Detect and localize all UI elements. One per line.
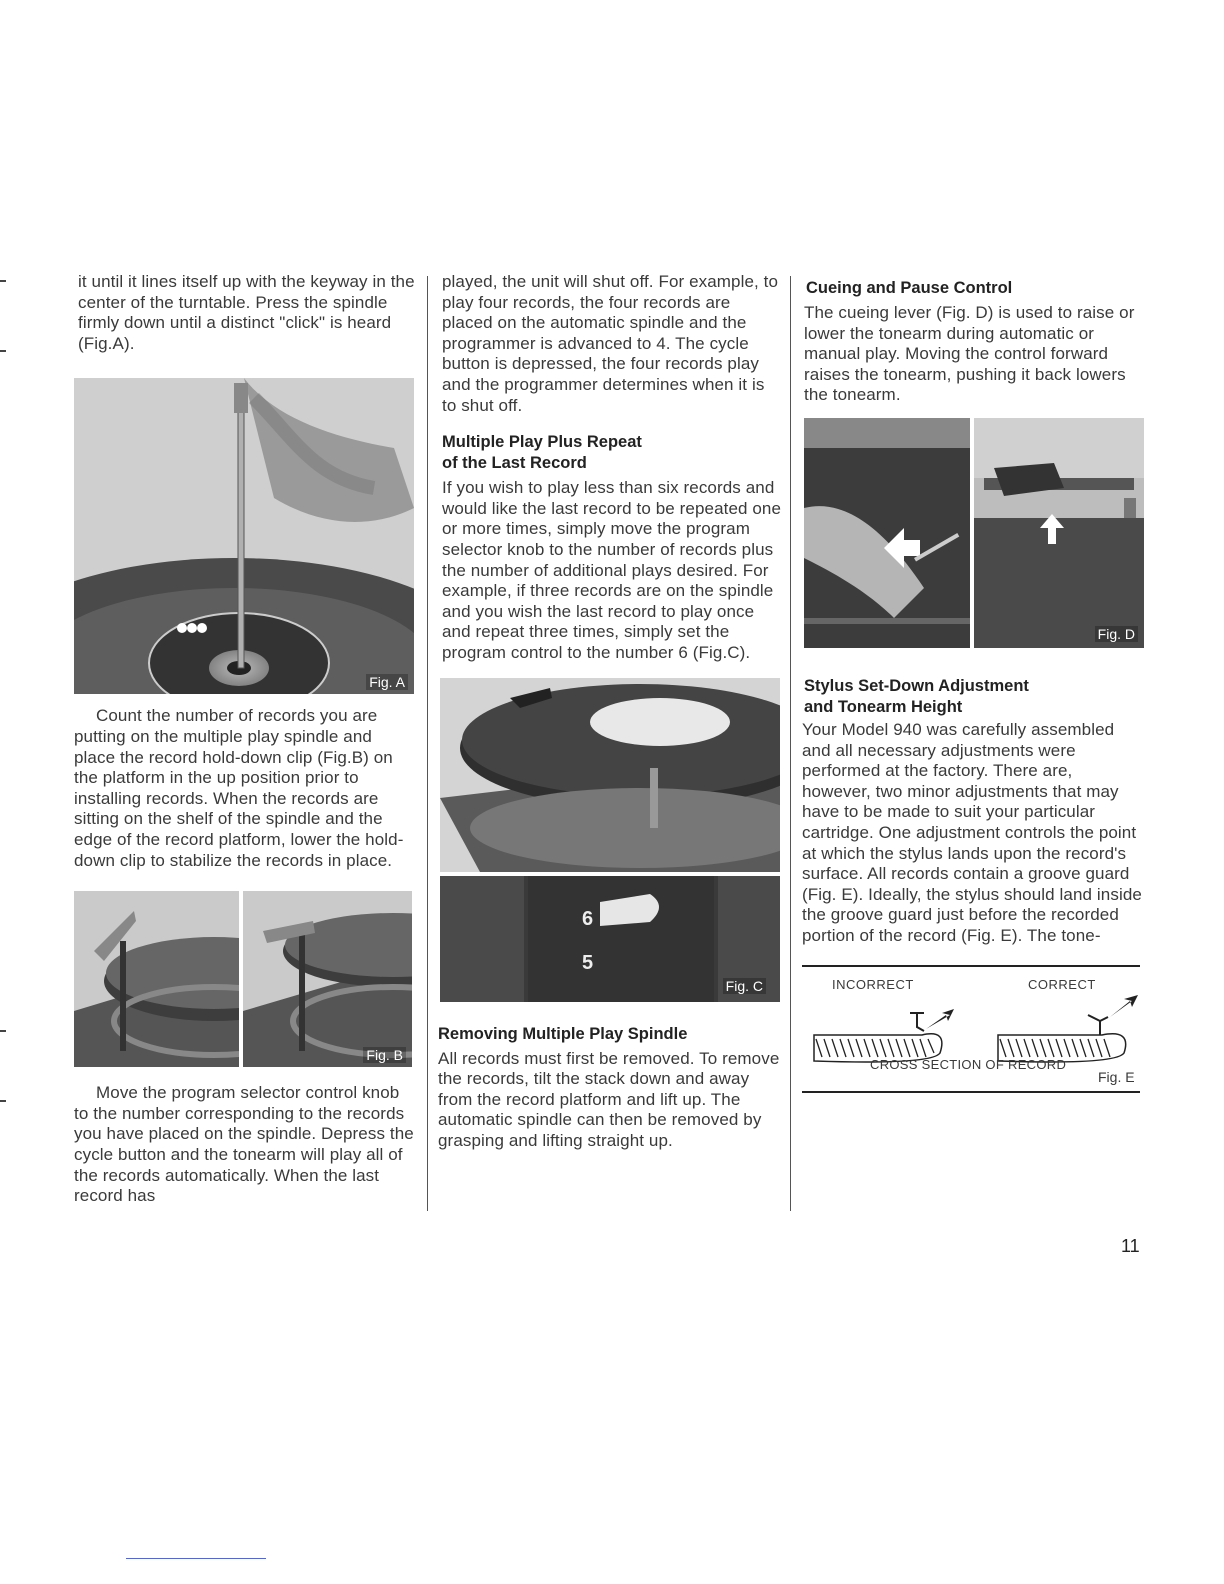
cueing-lever-illustration (804, 418, 970, 648)
figure-e (802, 965, 1140, 1095)
figure-caption: Fig. C (723, 978, 766, 994)
paragraph: Move the program selector control knob to the number corresponding to the records you have placed on the spindle. Depress the cycle button and the tonearm will play all of the records automatically. When the last record has (74, 1083, 414, 1206)
heading-line: and Tonearm Height (804, 697, 963, 716)
footer-rule (126, 1558, 266, 1559)
column-1 (74, 272, 416, 1207)
hold-down-clip-down-illustration (243, 891, 412, 1067)
figure-caption: Fig. D (1095, 626, 1138, 642)
paragraph: played, the unit will shut off. For example, to play four records, the four records are placed on the automatic spindle and the programmer is advanced to 4. The cycle button is depressed, the four records play and the programmer determines when it is to shut off. (442, 272, 779, 415)
paragraph: If you wish to play less than six records and would like the last record to be repeated one or more times, simply move the program selector knob to the number of records plus the number of additional plays desired. For example, if three records are on the spindle and you wish the last record to play once and repeat three times, simply set the program control to the number 6 (Fig.C). (442, 478, 782, 662)
diagram-label: INCORRECT (832, 976, 914, 992)
paragraph: it until it lines itself up with the keyway in the center of the turntable. Press the spindle firmly down until a distinct "click" is heard (Fig.A). (78, 272, 415, 353)
figure-b (74, 891, 412, 1067)
incorrect-cross-section (814, 1009, 954, 1062)
paragraph: The cueing lever (Fig. D) is used to raise or lower the tonearm during automatic or manual play. Moving the control forward raises the tonearm, pushing it back lowers the tonearm. (804, 303, 1135, 405)
paragraph: Your Model 940 was carefully assembled and all necessary adjustments were performed at the factory. There are, however, two minor adjustments that may have to be made to suit your particular cartridge. One adjustment controls the point at which the stylus lands upon the record's surface. All records contain a groove guard (Fig. E). Ideally, the stylus should land inside the groove guard just before the recorded portion of the record (Fig. E). The tone- (802, 719, 1142, 945)
figure-c-photo-top (440, 678, 780, 872)
record-stack-illustration (440, 678, 780, 872)
section-heading (442, 432, 782, 474)
knob-number-label: 6 (582, 907, 594, 930)
figure-d-photo-left (804, 418, 970, 648)
figure-b-photo-left (74, 891, 239, 1067)
diagram-label: CORRECT (1028, 976, 1096, 992)
page-number: 11 (1121, 1236, 1140, 1256)
diagram-label: CROSS SECTION OF RECORD (870, 1056, 1067, 1072)
turntable-spindle-illustration (74, 378, 414, 694)
heading-line: of the Last Record (442, 454, 587, 473)
figure-d (804, 418, 1144, 648)
edge-mark (0, 350, 6, 352)
figure-rule (802, 965, 1140, 967)
edge-mark (0, 280, 6, 282)
correct-cross-section (998, 995, 1138, 1062)
column-divider (427, 276, 428, 1211)
tonearm-raised-illustration (974, 418, 1144, 648)
figure-caption: Fig. A (366, 674, 408, 690)
hold-down-clip-up-illustration (74, 891, 239, 1067)
figure-c-photo-bottom (440, 876, 780, 1002)
figure-rule (802, 1091, 1140, 1093)
figure-a-photo (74, 378, 414, 694)
edge-mark (0, 1030, 6, 1032)
column-2 (438, 272, 782, 1151)
column-divider (790, 276, 791, 1211)
section-heading: Cueing and Pause Control (806, 279, 1013, 297)
edge-mark (0, 1100, 6, 1102)
knob-number-label: 5 (582, 951, 594, 974)
heading-line: Multiple Play Plus Repeat (442, 433, 642, 452)
groove-guard-diagram (802, 995, 1140, 1065)
heading-line: Stylus Set-Down Adjustment (804, 676, 1029, 695)
column-3 (802, 272, 1142, 1095)
figure-b-photo-right (243, 891, 412, 1067)
figure-caption: Fig. B (363, 1047, 406, 1063)
paragraph: Count the number of records you are putting on the multiple play spindle and place the record hold-down clip (Fig.B) on the platform in the up position prior to installing records. When the records are sitting on the shelf of the spindle and the edge of the record platform, lower the hold-down clip to stabilize the records in place. (74, 706, 404, 870)
section-heading: Removing Multiple Play Spindle (438, 1024, 688, 1043)
section-heading (804, 676, 1142, 718)
figure-caption: Fig. E (1098, 1068, 1135, 1085)
paragraph: All records must first be removed. To remove the records, tilt the stack down and away from the record platform and lift up. The automatic spindle can then be removed by grasping and lifting straight up. (438, 1048, 780, 1150)
figure-d-photo-right (974, 418, 1144, 648)
